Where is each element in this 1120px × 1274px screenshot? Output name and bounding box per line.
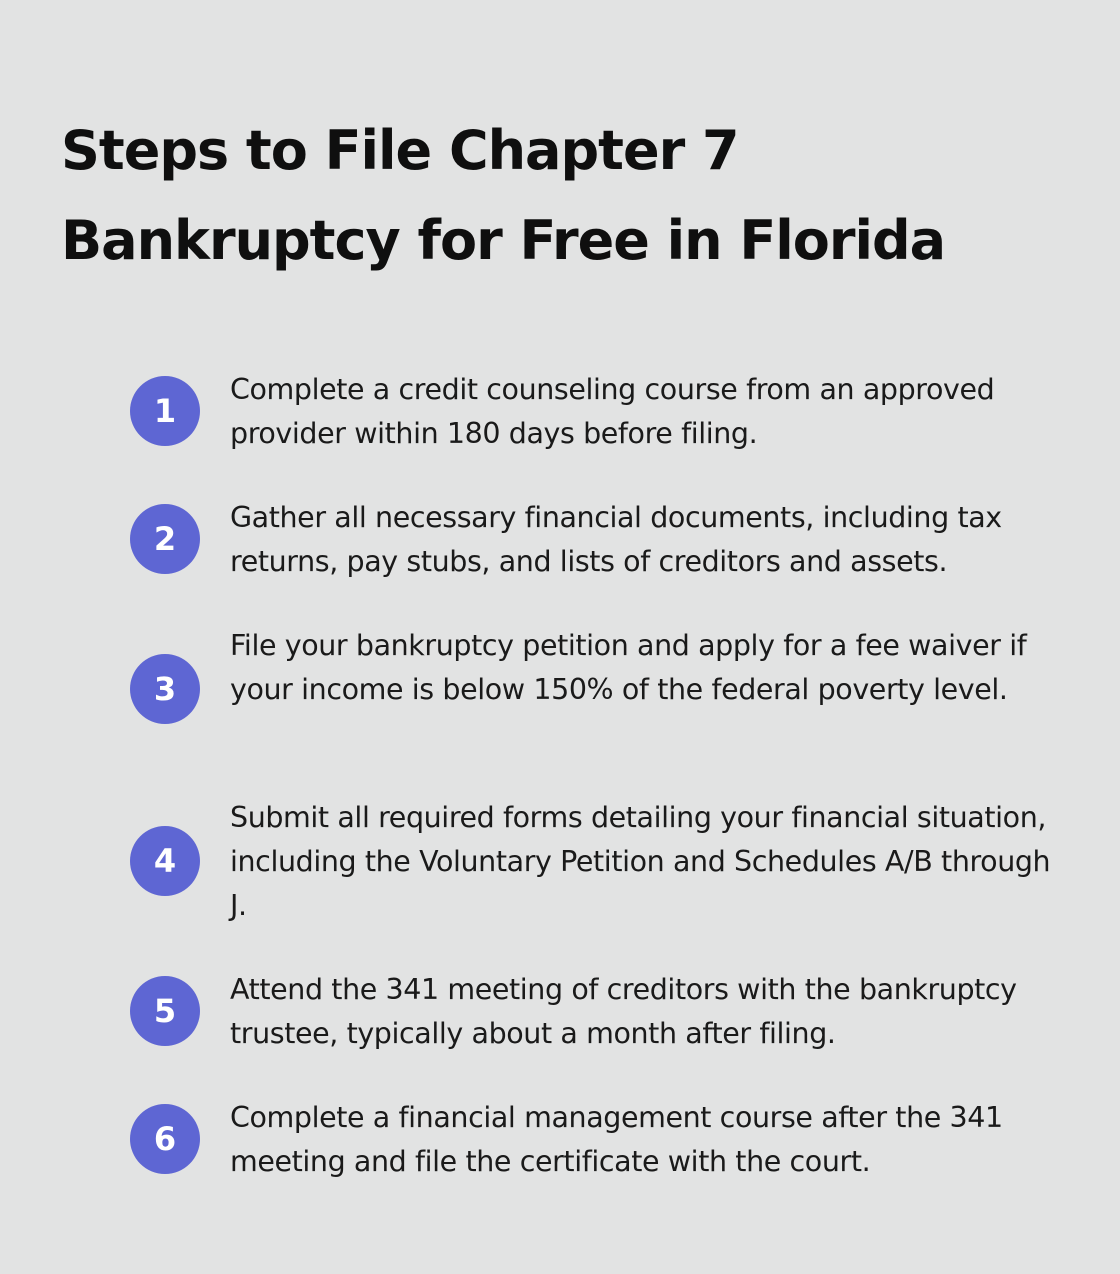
step-number-badge: 3: [130, 654, 200, 724]
step-text: Gather all necessary financial documents, including tax returns, pay stubs, and lists of creditors and assets.: [230, 501, 1002, 578]
step-text: Complete a credit counseling course from an approved provider within 180 days before filing.: [230, 373, 995, 450]
step-number-badge: 4: [130, 826, 200, 896]
step-text: Complete a financial management course after the 341 meeting and file the certificate with the court.: [230, 1101, 1003, 1178]
step-number-badge: 1: [130, 376, 200, 446]
step-number-badge: 5: [130, 976, 200, 1046]
step-text: Submit all required forms detailing your financial situation, including the Voluntary Petition and Schedules A/B through J.: [230, 801, 1051, 922]
step-number-badge: 6: [130, 1104, 200, 1174]
page-title: Steps to File Chapter 7 Bankruptcy for Free in Florida: [61, 119, 946, 272]
step-text: Attend the 341 meeting of creditors with the bankruptcy trustee, typically about a month after filing.: [230, 973, 1017, 1050]
step-number-badge: 2: [130, 504, 200, 574]
step-text: File your bankruptcy petition and apply for a fee waiver if your income is below 150% of the federal poverty level.: [230, 629, 1027, 706]
